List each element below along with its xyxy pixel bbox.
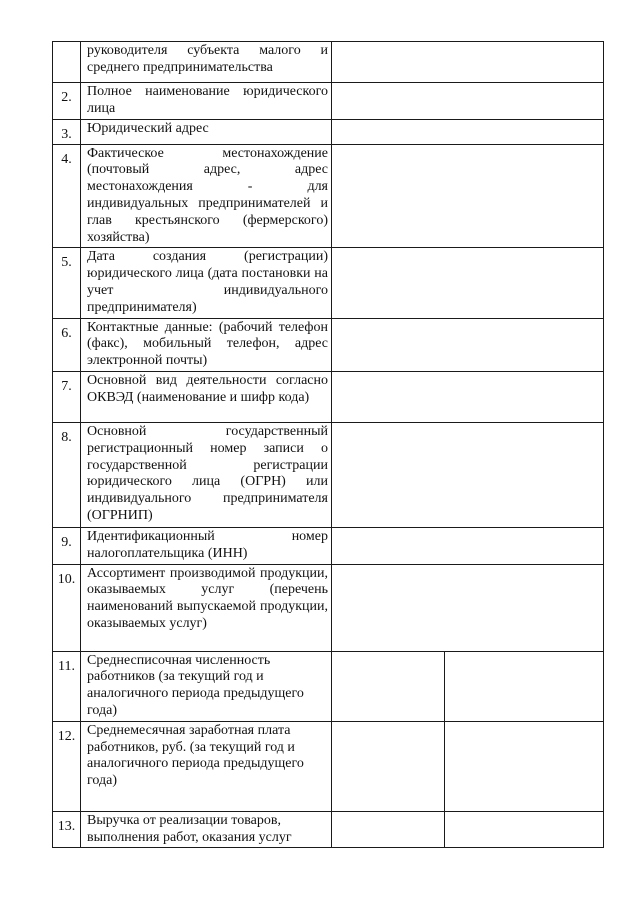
table-row (53, 564, 604, 651)
field-label: Основной государственный регистрационный номер записи о государственной регистрации юридического лица (ОГРН) или индивидуального предпринимателя (ОГРНИП) (87, 423, 328, 523)
previous-year-value-cell[interactable] (445, 651, 604, 721)
field-value-cell[interactable] (332, 371, 604, 422)
table-row (53, 721, 604, 811)
field-label: Фактическое местонахождение (почтовый адрес, адрес местонахождения - для индивидуальных предпринимателей и глав крестьянского (фермерского) хозяйства) (87, 145, 328, 245)
field-label-cell (81, 564, 332, 651)
previous-year-value-cell[interactable] (445, 811, 604, 848)
table-row (53, 248, 604, 318)
row-number-cell (53, 527, 81, 564)
row-number: 11. (58, 658, 75, 674)
table-row (53, 651, 604, 721)
field-label-cell (81, 42, 332, 83)
row-number: 4. (61, 151, 72, 167)
field-label: Контактные данные: (рабочий телефон (факс), мобильный телефон, адрес электронной почты) (87, 319, 328, 369)
field-label-cell (81, 83, 332, 120)
field-label: Основной вид деятельности согласно ОКВЭД (наименование и шифр кода) (87, 372, 328, 405)
field-label: Выручка от реализации товаров, выполнения работ, оказания услуг (87, 812, 292, 845)
field-value-cell[interactable] (332, 248, 604, 318)
row-number-cell (53, 811, 81, 848)
row-number: 10. (57, 571, 76, 587)
field-value-cell[interactable] (332, 42, 604, 83)
row-number-cell (53, 371, 81, 422)
row-number: 9. (61, 534, 72, 550)
table-row (53, 371, 604, 422)
field-label: Юридический адрес (87, 120, 209, 136)
field-value-cell[interactable] (332, 318, 604, 371)
field-label-cell (81, 811, 332, 848)
field-value-cell[interactable] (332, 527, 604, 564)
row-number-cell (53, 42, 81, 83)
field-label: Полное наименование юридического лица (87, 84, 328, 116)
row-number: 5. (61, 255, 72, 271)
field-label-cell (81, 371, 332, 422)
table-row (53, 83, 604, 120)
row-number (53, 42, 80, 49)
field-value-cell[interactable] (332, 83, 604, 120)
field-label: Дата создания (регистрации) юридического лица (дата постановки на учет индивидуального предпринимателя) (87, 249, 328, 315)
table-row (53, 422, 604, 527)
field-label-cell (81, 651, 332, 721)
row-number-cell (53, 83, 81, 120)
row-number: 12. (57, 728, 76, 744)
field-label: Среднемесячная заработная плата работников, руб. (за текущий год и аналогичного периода предыдущего года) (87, 722, 304, 789)
row-number: 6. (61, 325, 72, 341)
field-label: Ассортимент производимой продукции, оказываемых услуг (перечень наименований выпускаемой продукции, оказываемых услуг) (87, 565, 328, 631)
previous-year-value-cell[interactable] (445, 721, 604, 811)
row-number: 7. (61, 378, 72, 394)
field-label: Среднесписочная численность работников (за текущий год и аналогичного периода предыдущего года) (87, 652, 304, 718)
field-label-cell (81, 318, 332, 371)
table-row (53, 527, 604, 564)
table-row (53, 144, 604, 248)
field-value-cell[interactable] (332, 422, 604, 527)
field-value-cell[interactable] (332, 119, 604, 144)
table-row (53, 119, 604, 144)
row-number: 8. (61, 429, 72, 445)
current-year-value-cell[interactable] (332, 721, 445, 811)
row-number-cell (53, 564, 81, 651)
table-row (53, 318, 604, 371)
field-value-cell[interactable] (332, 564, 604, 651)
row-number: 13. (57, 818, 76, 834)
row-number-cell (53, 651, 81, 721)
row-number: 3. (61, 126, 72, 142)
table-row (53, 42, 604, 83)
row-number-cell (53, 119, 81, 144)
field-label-cell (81, 248, 332, 318)
field-label: руководителя субъекта малого и среднего предпринимательства (87, 43, 328, 75)
row-number-cell (53, 422, 81, 527)
row-number: 2. (61, 90, 72, 105)
field-label-cell (81, 721, 332, 811)
table-row (53, 811, 604, 848)
row-number-cell (53, 144, 81, 248)
field-label-cell (81, 422, 332, 527)
row-number-cell (53, 721, 81, 811)
current-year-value-cell[interactable] (332, 811, 445, 848)
current-year-value-cell[interactable] (332, 651, 445, 721)
field-label: Идентификационный номер налогоплательщика (ИНН) (87, 528, 328, 561)
field-label-cell (81, 144, 332, 248)
row-number-cell (53, 248, 81, 318)
field-value-cell[interactable] (332, 144, 604, 248)
field-label-cell (81, 527, 332, 564)
application-form-table (52, 41, 604, 848)
row-number-cell (53, 318, 81, 371)
field-label-cell (81, 119, 332, 144)
